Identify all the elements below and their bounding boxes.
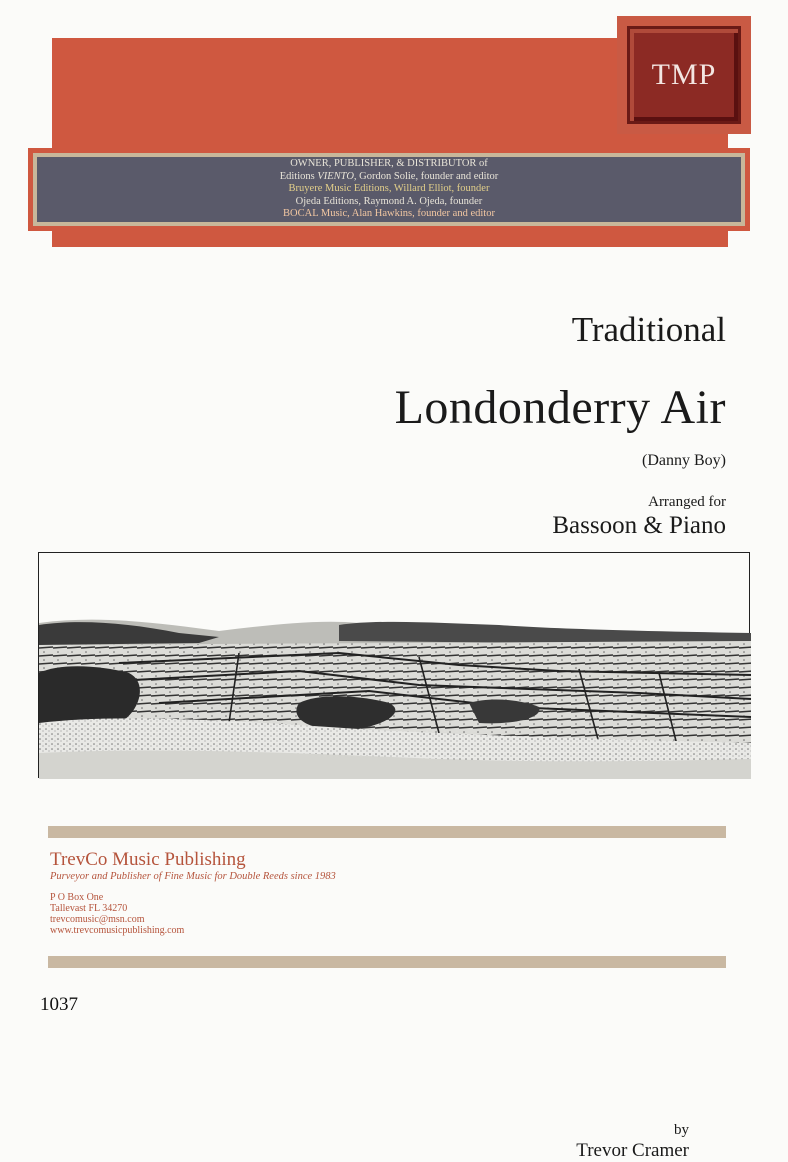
- address-line: Tallevast FL 34270: [50, 903, 128, 914]
- info-line-bruyere: Bruyere Music Editions, Willard Elliot, founder: [288, 183, 490, 195]
- publisher-name: TrevCo Music Publishing: [50, 849, 246, 870]
- info-line-ojeda: Ojeda Editions, Raymond A. Ojeda, founder: [295, 195, 483, 207]
- publisher-tagline: Purveyor and Publisher of Fine Music for Double Reeds since 1983: [50, 871, 336, 882]
- email-link[interactable]: trevcomusic@msn.com: [50, 914, 145, 925]
- by-label: by: [674, 1122, 689, 1138]
- info-line-bocal: BOCAL Music, Alan Hawkins, founder and editor: [283, 208, 495, 220]
- piece-title: Londonderry Air: [394, 381, 726, 434]
- publisher-logo: [617, 16, 751, 134]
- address-line: P O Box One: [50, 892, 104, 903]
- logo-text: TMP: [651, 58, 717, 91]
- divider-top: [48, 826, 726, 838]
- arranged-for-label: Arranged for: [648, 494, 726, 510]
- info-line-viento: Editions VIENTO, Gordon Solie, founder and editor: [279, 170, 499, 182]
- info-line-owner: OWNER, PUBLISHER, & DISTRIBUTOR of: [290, 158, 488, 170]
- website-link[interactable]: www.trevcomusicpublishing.com: [50, 925, 185, 936]
- publisher-info-panel: [28, 148, 750, 231]
- composer: Traditional: [571, 310, 726, 349]
- piece-subtitle: (Danny Boy): [642, 452, 726, 469]
- arranger-name: Trevor Cramer: [576, 1140, 689, 1161]
- divider-bottom: [48, 956, 726, 968]
- instrumentation: Bassoon & Piano: [552, 512, 726, 539]
- catalog-number: 1037: [40, 994, 78, 1015]
